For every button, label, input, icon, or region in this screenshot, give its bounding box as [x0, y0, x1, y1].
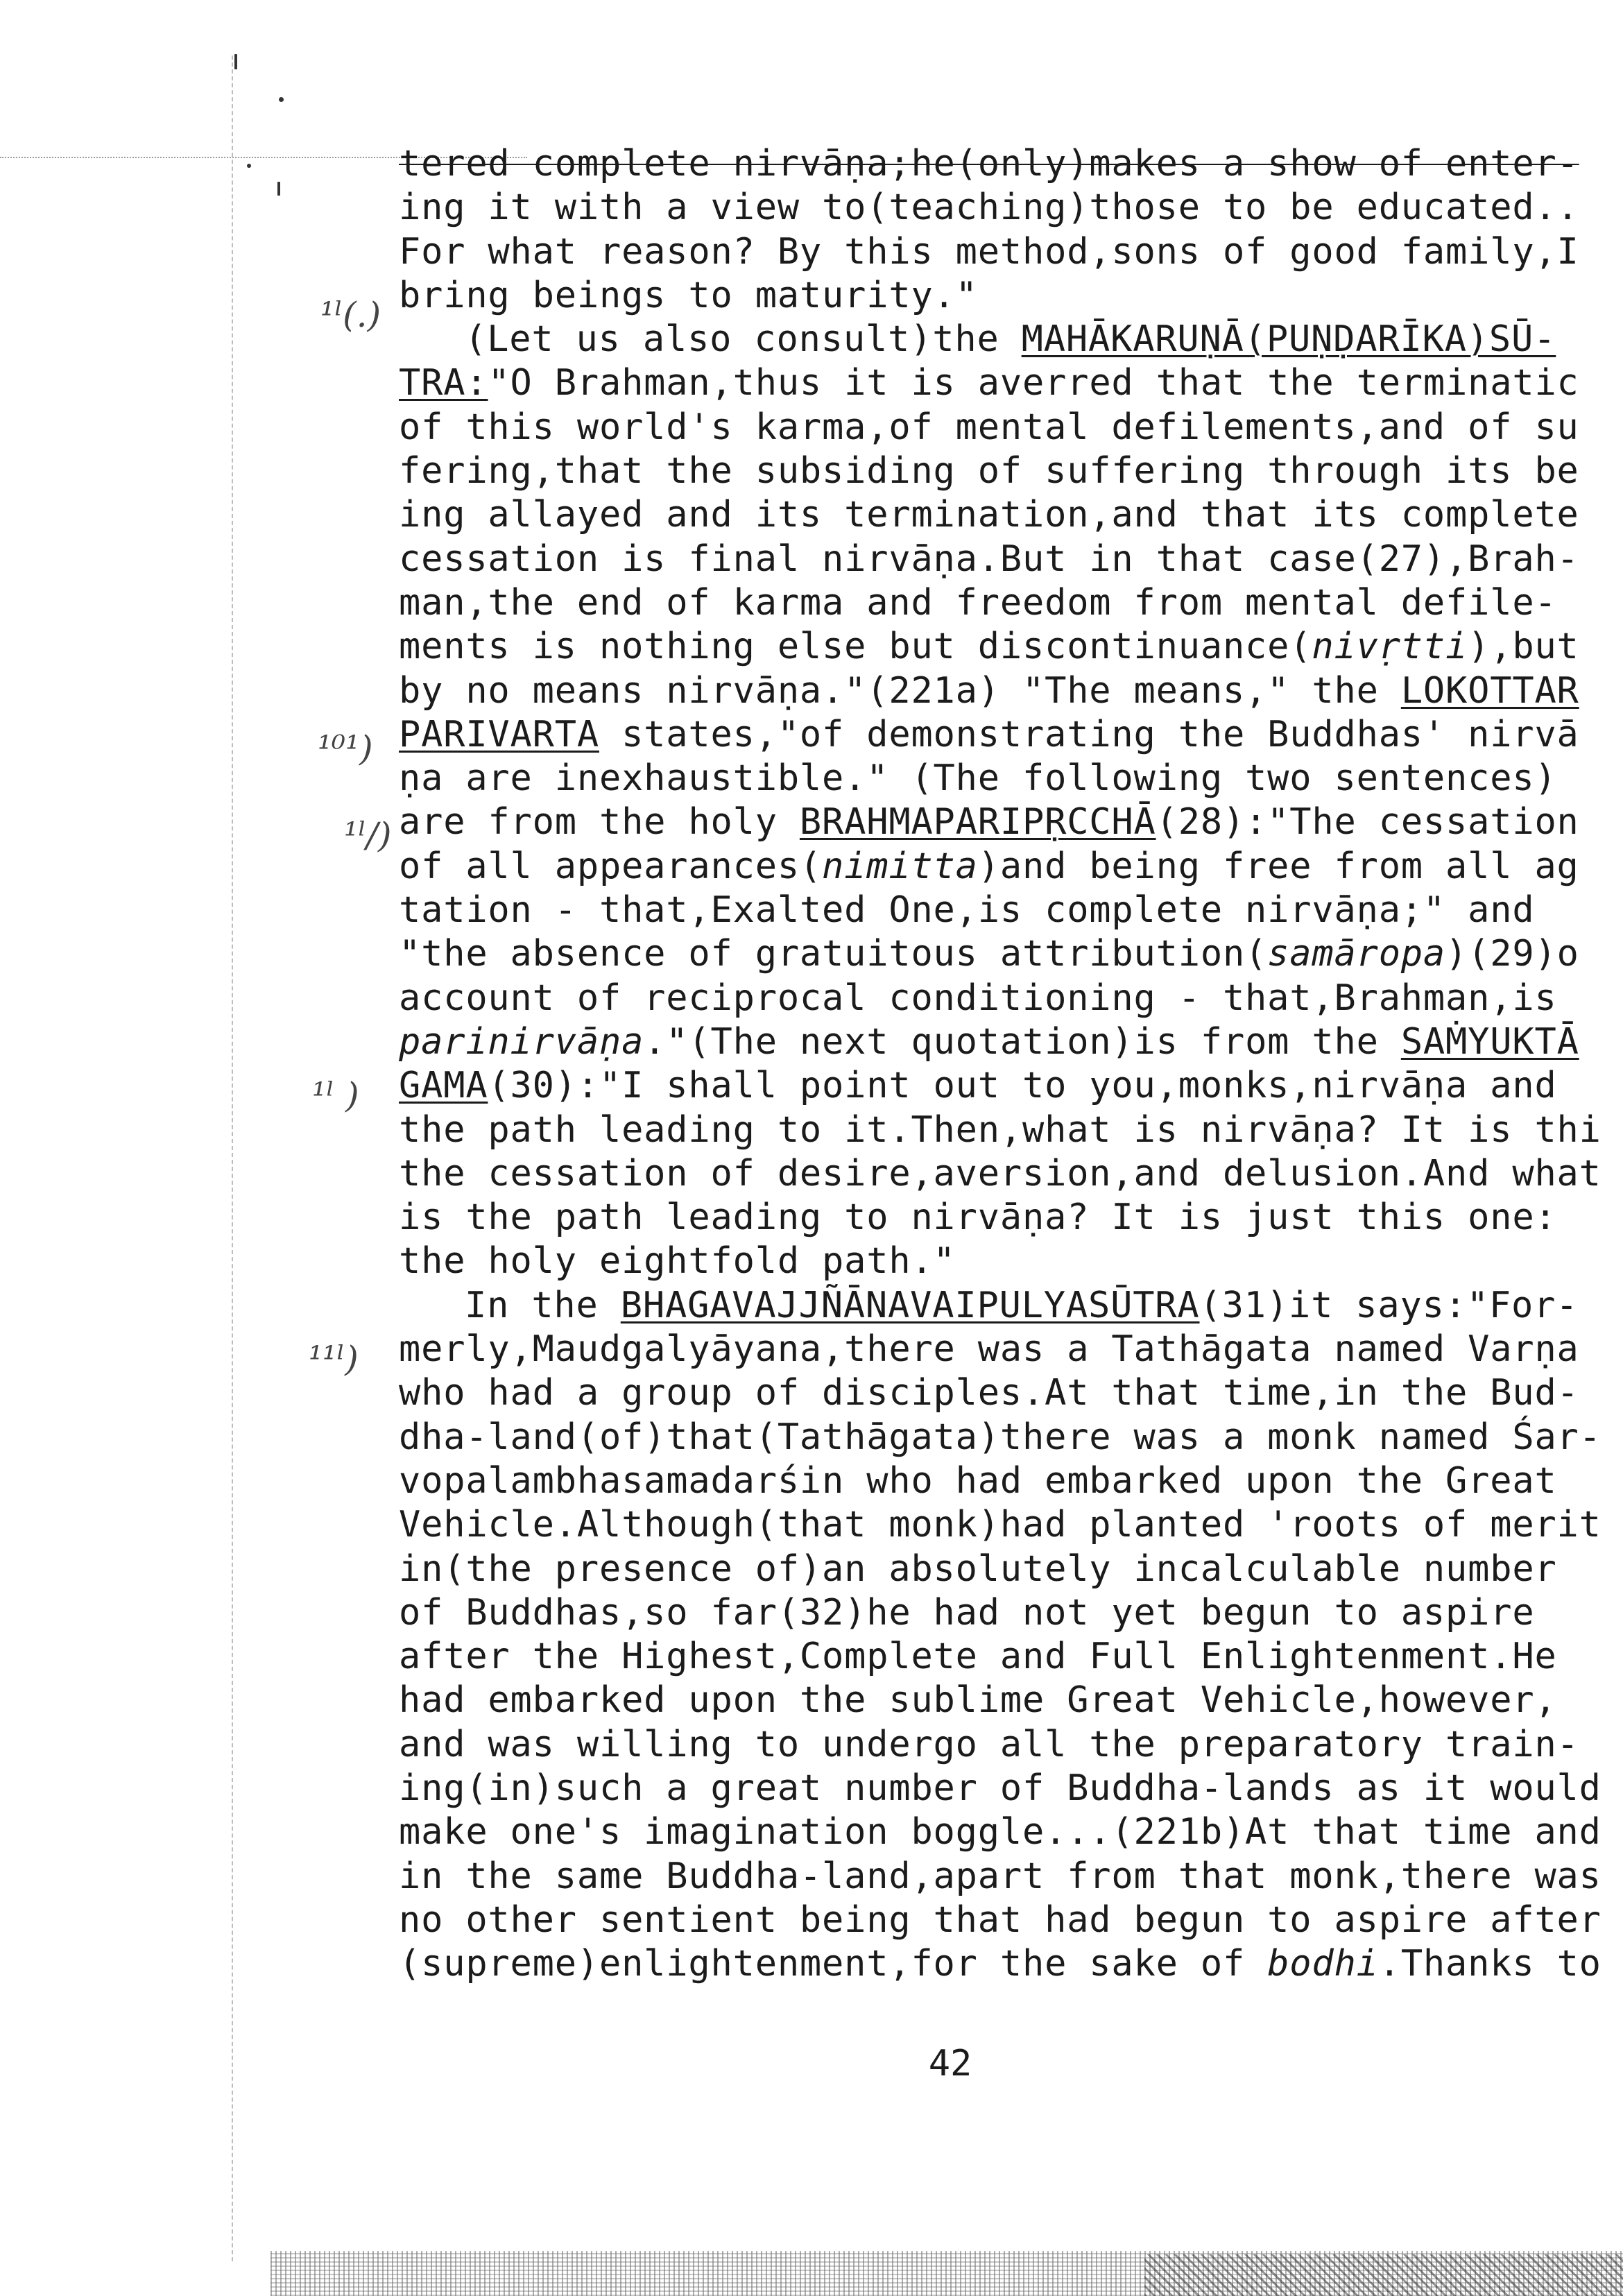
text-line — [399, 845, 1623, 889]
text-run: (Let us also consult)the — [465, 318, 1022, 361]
margin-mark: ¹⁰¹) — [318, 728, 373, 769]
text-line — [399, 977, 1623, 1020]
text-run: cessation is final nirvāṇa.But in that case(27),Brah- — [399, 538, 1579, 580]
text-line — [399, 449, 1623, 493]
underlined-title: PARIVARTA — [399, 713, 599, 755]
italic-term: nivṛtti — [1312, 626, 1468, 668]
text-run: dha-land(of)that(Tathāgata)there was a monk named Śar- — [399, 1416, 1601, 1458]
text-run: had embarked upon the sublime Great Vehicle,however, — [399, 1679, 1557, 1722]
text-run: in(the presence of)an absolutely incalculable number — [399, 1548, 1557, 1590]
text-run: states,"of demonstrating the Buddhas' nirvā — [599, 713, 1579, 755]
text-run: ing it with a view to(teaching)those to be educated.. — [399, 187, 1579, 229]
text-run: tered complete nirvāṇa;he(only)makes a show of enter- — [399, 143, 1579, 185]
text-run: of this world's karma,of mental defilements,and of su — [399, 406, 1579, 448]
text-run: "the absence of gratuitous attribution( — [399, 933, 1268, 975]
italic-term: parinirvāṇa — [399, 1020, 644, 1063]
scan-noise — [1144, 2254, 1623, 2296]
text-run: ṇa are inexhaustible." (The following two sentences) — [399, 757, 1557, 800]
text-line — [399, 406, 1623, 449]
text-run: no other sentient being that had begun to aspire after — [399, 1899, 1601, 1941]
text-line — [399, 1020, 1623, 1064]
text-line — [399, 1240, 1623, 1283]
text-line — [399, 800, 1623, 844]
underlined-title: BHAGAVAJJÑĀNAVAIPULYASŪTRA — [620, 1284, 1200, 1326]
text-line — [399, 1284, 1623, 1328]
text-line — [399, 1942, 1623, 1986]
text-run: In the — [465, 1284, 621, 1326]
text-run: "O Brahman,thus it is averred that the terminatic — [488, 362, 1579, 404]
text-line — [399, 230, 1623, 274]
speck — [234, 54, 237, 69]
text-line — [399, 538, 1623, 581]
italic-term: samāropa — [1267, 933, 1446, 975]
underlined-title: TRA: — [399, 362, 488, 404]
text-run: merly,Maudgalyāyana,there was a Tathāgata named Varṇa — [399, 1328, 1579, 1371]
text-run: (31)it says:"For- — [1199, 1284, 1579, 1326]
text-line — [399, 1767, 1623, 1810]
text-run: tation - that,Exalted One,is complete nirvāṇa;" and — [399, 889, 1535, 932]
text-run: Vehicle.Although(that monk)had planted 'roots of merit — [399, 1504, 1601, 1546]
text-line — [399, 274, 1623, 318]
text-run: are from the holy — [399, 801, 800, 843]
text-line — [399, 361, 1623, 405]
text-line — [399, 1328, 1623, 1371]
text-run: )(29)o — [1445, 933, 1579, 975]
text-run: vopalambhasamadarśin who had embarked upon the Great — [399, 1459, 1557, 1502]
text-run: )and being free from all ag — [977, 845, 1579, 887]
speck — [277, 182, 280, 196]
margin-mark: ¹ˡ(.) — [320, 295, 381, 335]
text-line — [399, 1503, 1623, 1547]
text-line — [399, 1152, 1623, 1196]
text-run: bring beings to maturity." — [399, 274, 978, 316]
text-line — [399, 1591, 1623, 1635]
margin-mark: ¹ˡ/) — [344, 815, 392, 855]
text-line — [399, 1899, 1623, 1942]
text-run: by no means nirvāṇa."(221a) "The means," the — [399, 669, 1401, 712]
text-run: the path leading to it.Then,what is nirvāṇa? It is thi — [399, 1108, 1601, 1151]
text-line — [399, 1548, 1623, 1591]
text-run: make one's imagination boggle...(221b)At that time and — [399, 1811, 1601, 1853]
text-run: ing(in)such a great number of Buddha-lands as it would — [399, 1767, 1601, 1809]
text-line — [399, 142, 1623, 186]
text-run: (28):"The cessation — [1156, 801, 1579, 843]
text-run: For what reason? By this method,sons of good family,I — [399, 230, 1579, 273]
text-line — [399, 1416, 1623, 1459]
underlined-title: GAMA — [399, 1065, 488, 1107]
text-run: man,the end of karma and freedom from mental defile- — [399, 581, 1557, 624]
margin-mark: ¹¹ˡ) — [309, 1339, 359, 1379]
speck — [247, 164, 251, 168]
italic-term: bodhi — [1267, 1943, 1379, 1985]
text-line — [399, 581, 1623, 625]
text-line — [399, 1108, 1623, 1152]
text-line — [399, 1064, 1623, 1108]
text-run: in the same Buddha-land,apart from that monk,there was — [399, 1855, 1601, 1897]
text-run: (supreme)enlightenment,for the sake of — [399, 1943, 1268, 1985]
text-line — [399, 318, 1623, 361]
text-line — [399, 713, 1623, 757]
text-line — [399, 1459, 1623, 1503]
text-run: after the Highest,Complete and Full Enlightenment.He — [399, 1636, 1557, 1678]
text-line — [399, 493, 1623, 537]
text-run: of Buddhas,so far(32)he had not yet begun to aspire — [399, 1591, 1535, 1634]
page-number: 42 — [928, 2043, 972, 2084]
text-run: is the path leading to nirvāṇa? It is just this one: — [399, 1197, 1557, 1239]
text-run: ."(The next quotation)is from the — [644, 1020, 1401, 1063]
text-run: the cessation of desire,aversion,and delusion.And what — [399, 1152, 1601, 1194]
text-run: who had a group of disciples.At that time,in the Bud- — [399, 1372, 1579, 1414]
text-run: fering,that the subsiding of suffering through its be — [399, 450, 1579, 492]
text-line — [399, 1855, 1623, 1899]
text-line — [399, 932, 1623, 976]
text-run: ments is nothing else but discontinuance( — [399, 626, 1312, 668]
italic-term: nimitta — [822, 845, 978, 887]
margin-rule — [232, 55, 233, 2261]
text-line — [399, 757, 1623, 800]
underlined-title: MAHĀKARUṆĀ(PUṆḌARĪKA)SŪ- — [1021, 318, 1556, 361]
text-line — [399, 186, 1623, 230]
underlined-title: SAṀYUKTĀ — [1400, 1020, 1579, 1063]
text-line — [399, 1810, 1623, 1854]
body-text — [399, 142, 1623, 2057]
text-line — [399, 1679, 1623, 1722]
text-line — [399, 1635, 1623, 1679]
text-line — [399, 889, 1623, 932]
text-line — [399, 1371, 1623, 1415]
text-line — [399, 669, 1623, 713]
text-run: ),but — [1468, 626, 1579, 668]
text-line — [399, 1196, 1623, 1240]
margin-mark: ¹ˡ ) — [312, 1075, 359, 1115]
text-line — [399, 1723, 1623, 1767]
text-run: and was willing to undergo all the preparatory train- — [399, 1723, 1579, 1765]
underlined-title: BRAHMAPARIPṚCCHĀ — [799, 801, 1156, 843]
underlined-title: LOKOTTAR — [1400, 669, 1579, 712]
speck — [279, 97, 284, 102]
text-run: of all appearances( — [399, 845, 823, 887]
text-run: the holy eightfold path." — [399, 1240, 956, 1283]
text-line — [399, 625, 1623, 669]
text-run: .Thanks to — [1378, 1943, 1601, 1985]
text-run: ing allayed and its termination,and that its complete — [399, 494, 1579, 536]
text-run: (30):"I shall point out to you,monks,nirvāṇa and — [488, 1065, 1557, 1107]
text-run: account of reciprocal conditioning - that,Brahman,is — [399, 977, 1557, 1019]
